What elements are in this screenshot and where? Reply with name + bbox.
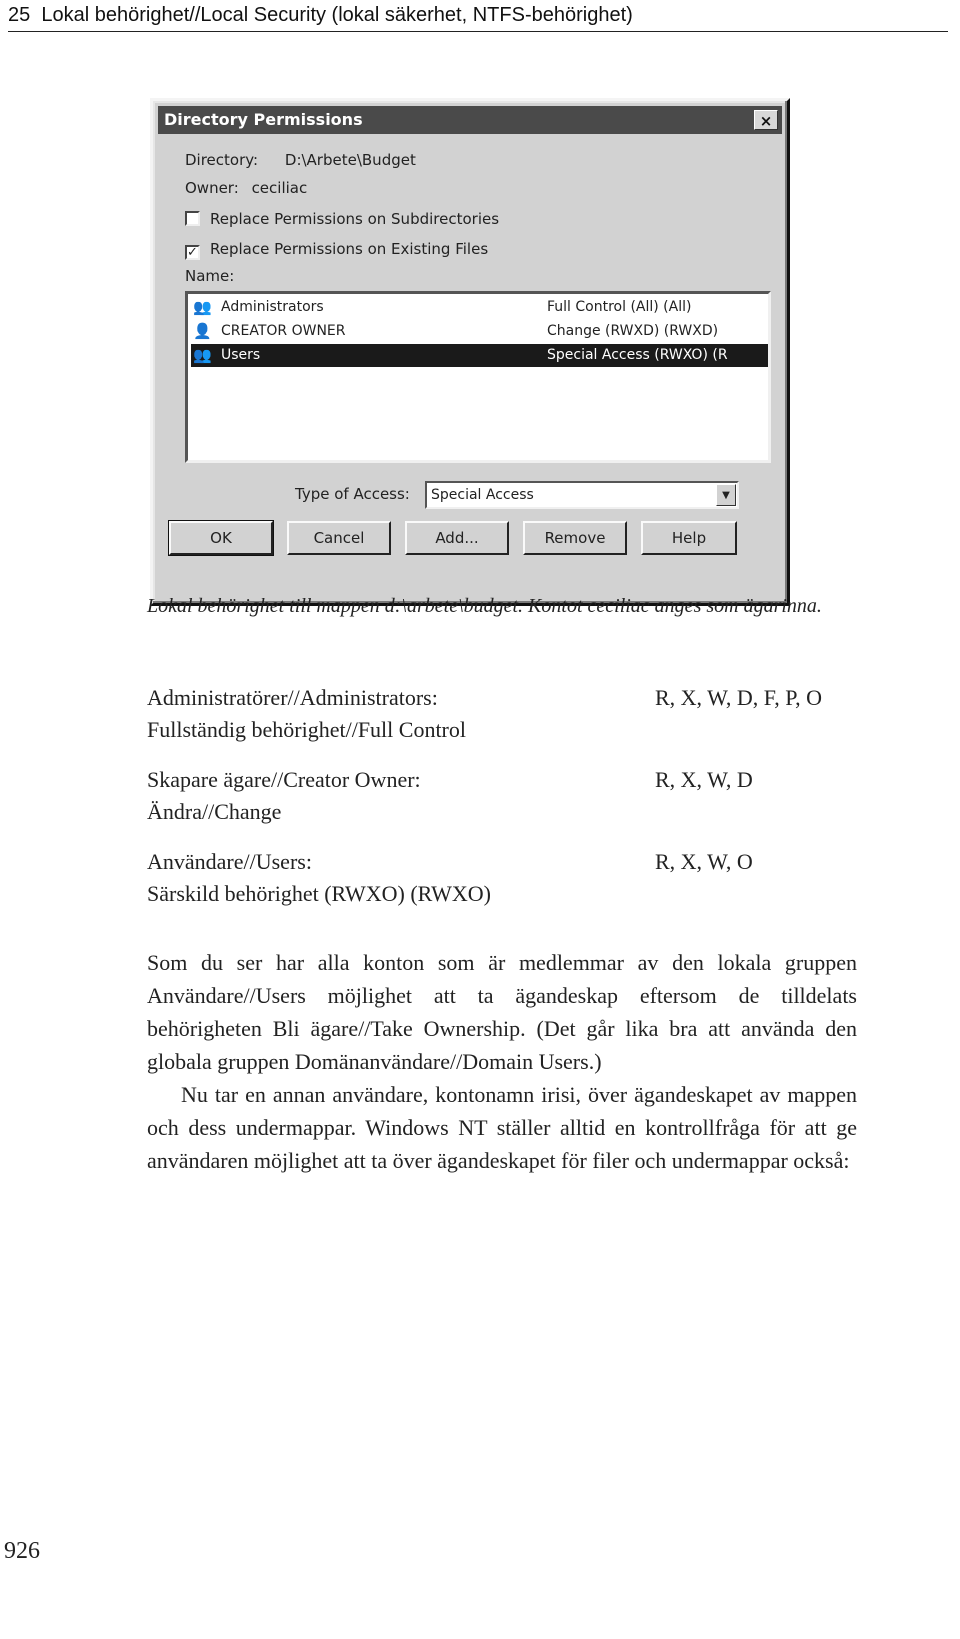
directory-label: Directory:	[185, 151, 259, 169]
type-of-access-select[interactable]	[425, 481, 739, 509]
rights-entry	[147, 846, 867, 910]
running-head	[8, 4, 948, 32]
paragraph: Som du ser har alla konton som är medlemmar av den lokala gruppen Användare//Users möjlighet att ta ägandeskap eftersom de tilldelats behörigheten Bli ägare//Take Ownership. (Det går lika bra att använda den globala gruppen Domänanvändare//Domain Users.)	[147, 950, 857, 1074]
list-item-selected[interactable]	[191, 344, 768, 367]
replace-files-row[interactable]	[185, 239, 488, 259]
replace-subdirs-row[interactable]	[185, 209, 499, 229]
rights-line1: Användare//Users:	[147, 849, 312, 874]
body-text	[147, 946, 857, 1177]
user-icon: 👤	[193, 322, 212, 340]
list-item[interactable]	[191, 320, 768, 343]
replace-subdirs-checkbox[interactable]	[185, 211, 200, 226]
entry-rights: Special Access (RWXO) (R	[547, 347, 728, 363]
directory-permissions-dialog	[150, 98, 790, 606]
rights-line1: Skapare ägare//Creator Owner:	[147, 767, 421, 792]
rights-entry	[147, 764, 867, 828]
dialog-titlebar	[158, 106, 782, 134]
rights-line1: Administratörer//Administrators:	[147, 685, 438, 710]
rights-line2: Ändra//Change	[147, 799, 282, 824]
chapter-title: Lokal behörighet//Local Security (lokal säkerhet, NTFS-behörighet)	[41, 4, 633, 26]
replace-files-checkbox[interactable]: ✓	[185, 245, 200, 260]
ok-button[interactable]: OK	[169, 521, 273, 555]
close-icon[interactable]: ×	[754, 110, 778, 130]
entry-rights: Full Control (All) (All)	[547, 299, 692, 315]
rights-perms: R, X, W, D, F, P, O	[655, 685, 822, 710]
rights-line2: Fullständig behörighet//Full Control	[147, 717, 466, 742]
group-icon: 👥	[193, 346, 212, 364]
rights-line2: Särskild behörighet (RWXO) (RWXO)	[147, 881, 491, 906]
cancel-button[interactable]: Cancel	[287, 521, 391, 555]
name-label: Name:	[185, 267, 235, 285]
help-button[interactable]: Help	[641, 521, 737, 555]
chevron-down-icon[interactable]: ▼	[716, 484, 736, 506]
entry-name: Administrators	[221, 299, 324, 315]
figure-caption: Lokal behörighet till mappen d:\arbete\budget. Kontot ceciliac anges som ägarinna.	[147, 595, 822, 617]
dialog-title: Directory Permissions	[164, 110, 363, 129]
owner-label: Owner:	[185, 179, 239, 197]
permissions-listbox[interactable]	[185, 291, 771, 463]
group-icon: 👥	[193, 298, 212, 316]
entry-name: CREATOR OWNER	[221, 323, 346, 339]
chapter-number: 25	[8, 4, 31, 26]
owner-value: ceciliac	[251, 179, 308, 197]
replace-files-label: Replace Permissions on Existing Files	[210, 240, 489, 258]
add-button[interactable]: Add...	[405, 521, 509, 555]
entry-rights: Change (RWXD) (RWXD)	[547, 323, 719, 339]
rights-perms: R, X, W, O	[655, 849, 753, 874]
owner-row	[185, 179, 307, 197]
rights-entry	[147, 682, 867, 746]
directory-value: D:\Arbete\Budget	[284, 151, 416, 169]
list-item[interactable]	[191, 296, 768, 319]
type-of-access-label: Type of Access:	[295, 485, 410, 503]
remove-button[interactable]: Remove	[523, 521, 627, 555]
replace-subdirs-label: Replace Permissions on Subdirectories	[210, 210, 500, 228]
directory-row	[185, 151, 416, 169]
entry-name: Users	[221, 347, 261, 363]
page-number: 926	[4, 1538, 40, 1564]
rights-perms: R, X, W, D	[655, 767, 753, 792]
type-of-access-value: Special Access	[431, 487, 534, 503]
paragraph: Nu tar en annan användare, kontonamn irisi, över ägandeskapet av mappen och dess undermappar. Windows NT ställer alltid en kontrollfråga för att ge användaren möjlighet att ta över ägandeskapet för filer och undermappar också:	[147, 1082, 857, 1173]
